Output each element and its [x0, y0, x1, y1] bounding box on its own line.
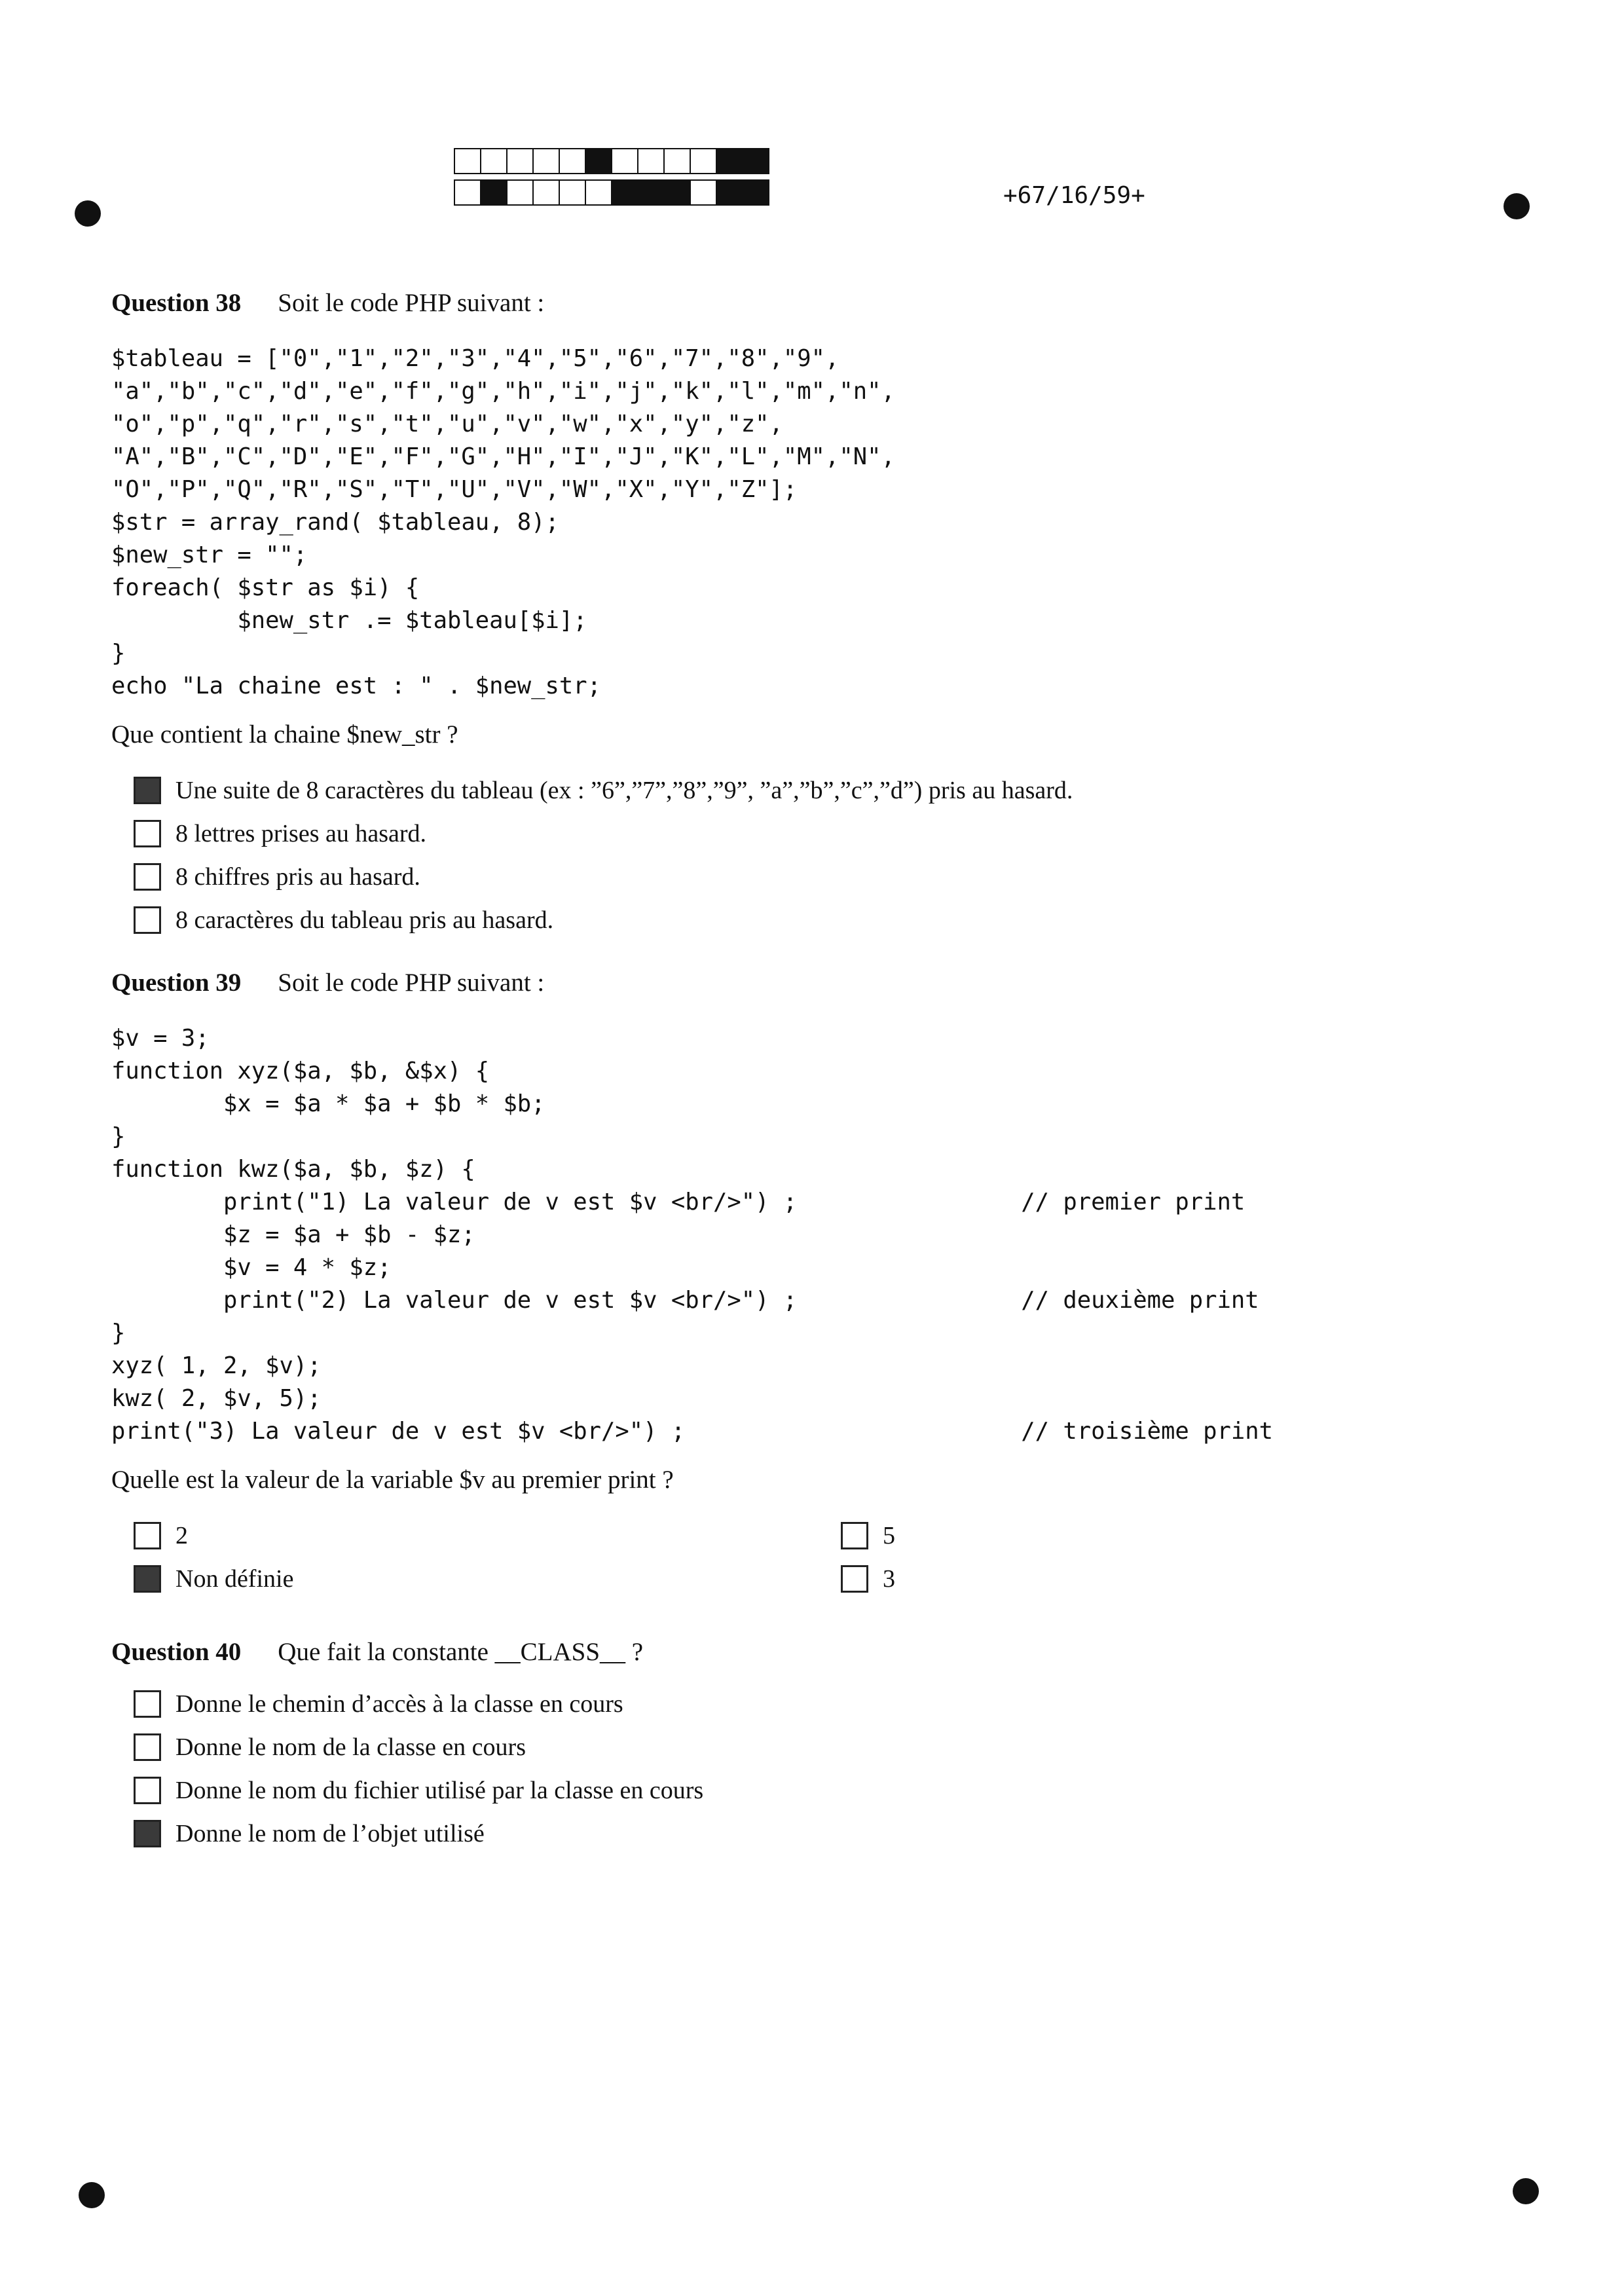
question-intro: Que fait la constante __CLASS__ ? — [278, 1638, 644, 1666]
answer-list — [134, 769, 1552, 942]
barcode-cell — [611, 179, 638, 206]
answer-option[interactable] — [134, 812, 1552, 855]
question-number: Question 39 — [111, 969, 242, 997]
answer-checkbox[interactable] — [134, 863, 161, 891]
answer-label: Donne le nom de la classe en cours — [175, 1733, 526, 1761]
question-number: Question 40 — [111, 1638, 242, 1666]
barcode-cell — [506, 148, 534, 174]
barcode-cell — [690, 148, 717, 174]
code-block: $v = 3; function xyz($a, $b, &$x) { $x = $a * $a + $b * $b; } function kwz($a, $b, $z) { print("1) La valeur de v est $v <br/>") ; // premier print $z = $a + $b - $z; $v = 4 * $z; print("2) La valeur de v est $v <br/>") ; // deuxième print } xyz( 1, 2, $v); kwz( 2, $v, 5); print("3) La valeur de v est $v <br/>") ; // troisième print — [111, 1025, 1273, 1445]
question-number: Question 38 — [111, 289, 242, 317]
answer-checkbox[interactable] — [134, 1733, 161, 1761]
barcode-cell — [480, 148, 507, 174]
answer-option[interactable] — [841, 1514, 1299, 1557]
question-header — [111, 288, 1552, 318]
barcode-cell — [742, 148, 769, 174]
barcode-cell — [506, 179, 534, 206]
answer-option[interactable] — [134, 1812, 1552, 1855]
registration-dot-bottom-right — [1513, 2178, 1539, 2204]
question-prompt: Que contient la chaine $new_str ? — [111, 720, 458, 749]
answer-checkbox[interactable] — [134, 1820, 161, 1847]
answer-checkbox[interactable] — [134, 777, 161, 804]
answer-label: 3 — [883, 1565, 895, 1593]
answer-checkbox[interactable] — [134, 820, 161, 847]
answer-option[interactable] — [134, 769, 1552, 812]
barcode — [454, 148, 768, 211]
answer-label: 8 lettres prises au hasard. — [175, 820, 427, 847]
answer-checkbox[interactable] — [841, 1565, 868, 1593]
barcode-cell — [637, 148, 665, 174]
answer-label: Donne le chemin d’accès à la classe en cours — [175, 1690, 623, 1718]
answer-label: Non définie — [175, 1565, 294, 1593]
answer-option[interactable] — [134, 1514, 841, 1557]
barcode-cell — [559, 148, 586, 174]
answer-grid — [134, 1514, 1552, 1601]
barcode-cell — [532, 179, 560, 206]
answer-label: 5 — [883, 1522, 895, 1549]
barcode-cell — [532, 148, 560, 174]
barcode-cell — [663, 179, 691, 206]
barcode-cell — [716, 179, 743, 206]
registration-dot-top-right — [1504, 193, 1530, 219]
barcode-cell — [585, 179, 612, 206]
answer-label: Une suite de 8 caractères du tableau (ex : ”6”,”7”,”8”,”9”, ”a”,”b”,”c”,”d”) pris au hasard. — [175, 777, 1073, 804]
barcode-cell — [663, 148, 691, 174]
answer-option[interactable] — [134, 1682, 1552, 1726]
question-39 — [111, 968, 1552, 1601]
barcode-cell — [454, 179, 481, 206]
answer-checkbox[interactable] — [134, 906, 161, 934]
answer-checkbox[interactable] — [841, 1522, 868, 1549]
answer-list — [134, 1682, 1552, 1855]
question-header — [111, 1637, 1552, 1667]
answer-label: 2 — [175, 1522, 188, 1549]
answer-option[interactable] — [134, 1769, 1552, 1812]
answer-option[interactable] — [134, 855, 1552, 898]
answer-option[interactable] — [841, 1557, 1299, 1601]
barcode-row — [454, 179, 768, 204]
answer-label: 8 chiffres pris au hasard. — [175, 863, 420, 891]
question-prompt: Quelle est la valeur de la variable $v au premier print ? — [111, 1466, 674, 1494]
answer-option[interactable] — [134, 1726, 1552, 1769]
page-code: +67/16/59+ — [1003, 182, 1145, 209]
barcode-cell — [716, 148, 743, 174]
registration-dot-top-left — [75, 200, 101, 227]
code-block: $tableau = ["0","1","2","3","4","5","6","7","8","9", "a","b","c","d","e","f","g","h","i","j","k","l","m","n", "o","p","q","r","s","t","u","v","w","x","y","z", "A","B","C","D","E","F","G","H","I","J","K","L","M","N", "O","P","Q","R","S","T","U","V","W","X","Y","Z"]; $str = array_rand( $tableau, 8); $new_str = ""; foreach( $str as $i) { $new_str .= $tableau[$i]; } echo "La chaine est : " . $new_str; — [111, 345, 895, 699]
question-intro: Soit le code PHP suivant : — [278, 289, 545, 317]
answer-checkbox[interactable] — [134, 1777, 161, 1804]
barcode-cell — [454, 148, 481, 174]
answer-checkbox[interactable] — [134, 1565, 161, 1593]
answer-option[interactable] — [134, 898, 1552, 942]
question-40 — [111, 1637, 1552, 1855]
registration-dot-bottom-left — [79, 2182, 105, 2208]
answer-option[interactable] — [134, 1557, 841, 1601]
barcode-row — [454, 148, 768, 173]
answer-label: 8 caractères du tableau pris au hasard. — [175, 906, 554, 934]
barcode-cell — [480, 179, 507, 206]
answer-label: Donne le nom du fichier utilisé par la classe en cours — [175, 1777, 704, 1804]
barcode-cell — [611, 148, 638, 174]
barcode-cell — [585, 148, 612, 174]
question-intro: Soit le code PHP suivant : — [278, 969, 545, 997]
barcode-cell — [637, 179, 665, 206]
barcode-cell — [690, 179, 717, 206]
question-header — [111, 968, 1552, 997]
barcode-cell — [742, 179, 769, 206]
answer-checkbox[interactable] — [134, 1522, 161, 1549]
answer-label: Donne le nom de l’objet utilisé — [175, 1820, 485, 1847]
answer-checkbox[interactable] — [134, 1690, 161, 1718]
barcode-cell — [559, 179, 586, 206]
question-38 — [111, 288, 1552, 942]
